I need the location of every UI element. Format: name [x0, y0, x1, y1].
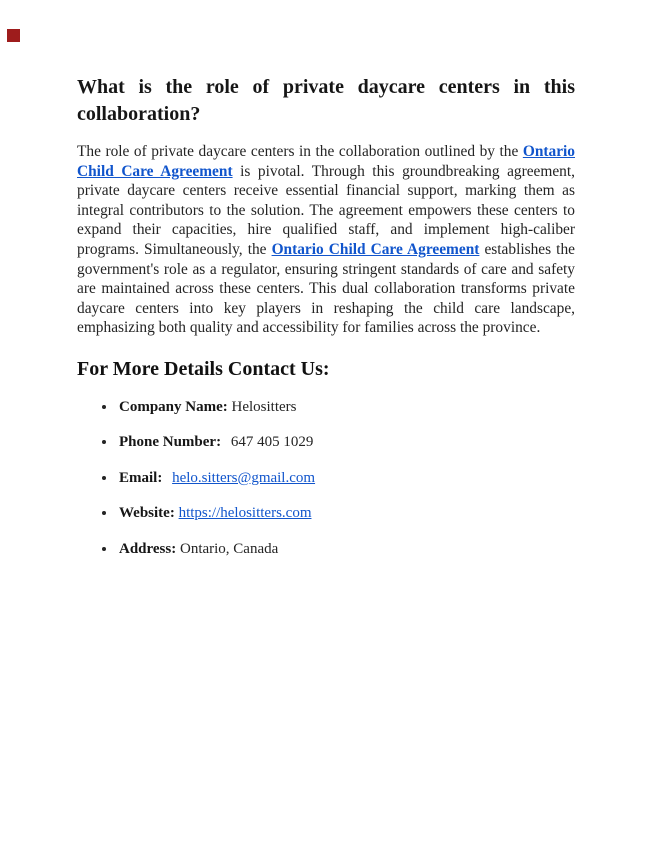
contact-item-email — [117, 469, 575, 488]
contact-item-website — [117, 504, 575, 523]
phone-number-value: 647 405 1029 — [230, 434, 314, 451]
contact-item-label: Phone Number: — [119, 434, 222, 451]
contact-item-address — [117, 540, 575, 559]
contact-list — [77, 398, 575, 559]
document-content — [77, 74, 575, 575]
contact-item-company-name — [117, 398, 575, 417]
contact-item-label: Address: — [119, 540, 177, 557]
paragraph-text: establishes the government's role as a regulator, ensuring stringent standards of care and safety are maintained across these centers. This dual collaboration transforms private daycare centers into key players in reshaping the child care landscape, emphasizing both quality and accessibility for families across the province. — [77, 240, 575, 337]
contact-item-label: Company Name: — [119, 398, 228, 415]
article-heading: What is the role of private daycare centers in this collaboration? — [77, 76, 575, 125]
ontario-child-care-agreement-link[interactable]: Ontario Child Care Agreement — [271, 240, 480, 258]
company-name-value: Helositters — [231, 398, 297, 415]
contact-item-phone-number — [117, 433, 575, 452]
paragraph-text: is pivotal. Through this groundbreaking agreement, private daycare centers receive essential financial support, marking them as integral contributors to the solution. The agreement empowers these centers to expand their capacities, hire qualified staff, and implement high-caliber programs. Simultaneously, the — [77, 162, 576, 258]
ontario-child-care-agreement-link[interactable]: Ontario Child Care Agreement — [77, 143, 575, 180]
email-link[interactable]: helo.sitters@gmail.com — [172, 469, 316, 486]
contact-item-label: Email: — [119, 469, 163, 486]
paragraph-text: The role of private daycare centers in the collaboration outlined by the — [77, 143, 523, 160]
contact-item-label: Website: — [119, 505, 175, 522]
website-link[interactable]: https://helositters.com — [178, 505, 312, 522]
article-paragraph — [77, 142, 575, 338]
contact-heading: For More Details Contact Us: — [77, 357, 330, 380]
red-square-marker — [7, 29, 20, 42]
address-value: Ontario, Canada — [179, 540, 279, 557]
